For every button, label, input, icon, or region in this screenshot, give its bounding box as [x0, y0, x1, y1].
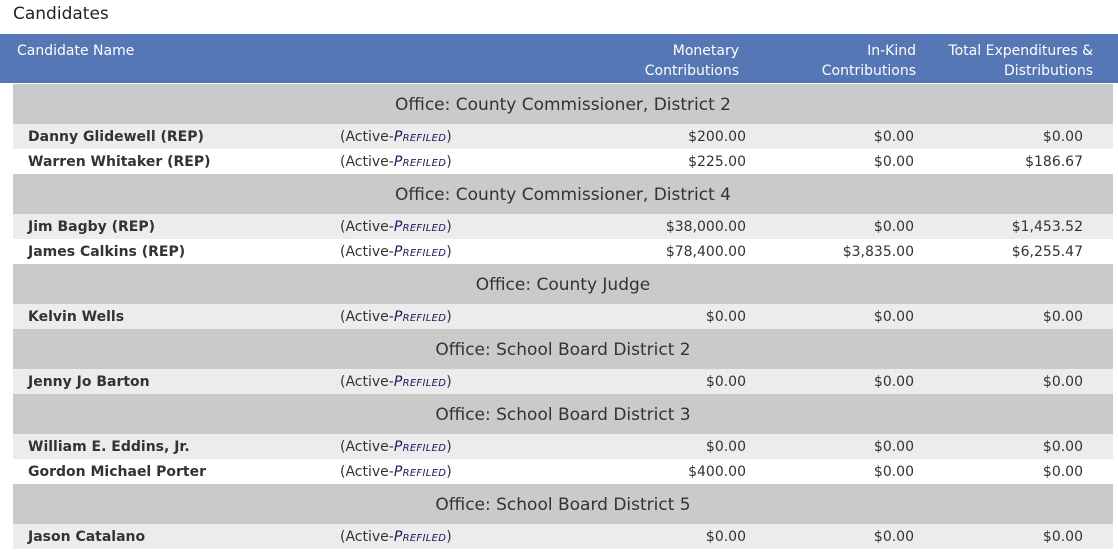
monetary-value: $38,000.00: [665, 219, 746, 235]
status-word: Prefiled: [393, 129, 447, 145]
office-group-header: Office: School Board District 3: [13, 394, 1113, 434]
status-word: Prefiled: [393, 464, 447, 480]
inkind-value: $0.00: [873, 374, 914, 390]
status-word: Prefiled: [393, 309, 447, 325]
status-suffix: ): [446, 529, 452, 545]
status-prefix: (Active-: [340, 439, 394, 455]
table-row: [13, 524, 1113, 549]
total-value: $186.67: [1025, 154, 1083, 170]
status-word: Prefiled: [393, 529, 447, 545]
table-row: [13, 214, 1113, 239]
candidate-name-link[interactable]: Danny Glidewell (REP): [28, 129, 204, 145]
candidate-status: [340, 214, 452, 241]
candidate-name-link[interactable]: Warren Whitaker (REP): [28, 154, 211, 170]
status-prefix: (Active-: [340, 464, 394, 480]
total-value: $0.00: [1042, 439, 1083, 455]
status-word: Prefiled: [393, 154, 447, 170]
status-prefix: (Active-: [340, 244, 394, 260]
monetary-value: $0.00: [705, 374, 746, 390]
status-word: Prefiled: [393, 244, 447, 260]
candidate-status: [340, 124, 452, 151]
status-suffix: ): [446, 129, 452, 145]
monetary-value: $78,400.00: [665, 244, 746, 260]
table-row: [13, 434, 1113, 459]
total-value: $1,453.52: [1011, 219, 1083, 235]
total-value: $0.00: [1042, 529, 1083, 545]
inkind-value: $3,835.00: [842, 244, 914, 260]
total-value: $0.00: [1042, 374, 1083, 390]
total-value: $0.00: [1042, 129, 1083, 145]
candidates-table-body: [13, 84, 1113, 549]
candidate-name-link[interactable]: William E. Eddins, Jr.: [28, 439, 190, 455]
office-group-header: Office: County Judge: [13, 264, 1113, 304]
candidate-status: [340, 459, 452, 486]
header-monetary-line1: Monetary: [672, 43, 739, 59]
candidate-name-link[interactable]: Jim Bagby (REP): [28, 219, 156, 235]
header-total-line1: Total Expenditures &: [948, 43, 1093, 59]
status-suffix: ): [446, 309, 452, 325]
status-suffix: ): [446, 374, 452, 390]
office-group-header: Office: County Commissioner, District 4: [13, 174, 1113, 214]
candidate-status: [340, 524, 452, 551]
inkind-value: $0.00: [873, 439, 914, 455]
header-total-expenditures[interactable]: [948, 41, 1093, 81]
candidate-name-link[interactable]: Jason Catalano: [28, 529, 146, 545]
header-candidate-name[interactable]: Candidate Name: [17, 43, 135, 59]
inkind-value: $0.00: [873, 464, 914, 480]
candidate-name-link[interactable]: Kelvin Wells: [28, 309, 125, 325]
table-header: [0, 34, 1118, 83]
monetary-value: $225.00: [688, 154, 746, 170]
status-prefix: (Active-: [340, 219, 394, 235]
status-word: Prefiled: [393, 374, 447, 390]
candidate-status: [340, 239, 452, 266]
inkind-value: $0.00: [873, 154, 914, 170]
candidate-status: [340, 434, 452, 461]
candidate-status: [340, 149, 452, 176]
table-row: [13, 239, 1113, 264]
table-row: [13, 459, 1113, 484]
table-row: [13, 304, 1113, 329]
header-monetary-contributions[interactable]: [645, 41, 739, 81]
inkind-value: $0.00: [873, 129, 914, 145]
candidate-name-link[interactable]: Gordon Michael Porter: [28, 464, 206, 480]
table-row: [13, 124, 1113, 149]
total-value: $0.00: [1042, 464, 1083, 480]
table-row: [13, 369, 1113, 394]
monetary-value: $0.00: [705, 439, 746, 455]
monetary-value: $200.00: [688, 129, 746, 145]
status-suffix: ): [446, 439, 452, 455]
status-prefix: (Active-: [340, 129, 394, 145]
total-value: $0.00: [1042, 309, 1083, 325]
candidate-name-link[interactable]: James Calkins (REP): [28, 244, 186, 260]
monetary-value: $0.00: [705, 529, 746, 545]
candidate-name-link[interactable]: Jenny Jo Barton: [28, 374, 150, 390]
candidate-status: [340, 304, 452, 331]
status-suffix: ): [446, 244, 452, 260]
office-group-header: Office: School Board District 5: [13, 484, 1113, 524]
header-inkind-contributions[interactable]: [822, 41, 916, 81]
table-row: [13, 149, 1113, 174]
candidate-status: [340, 369, 452, 396]
header-inkind-line2: Contributions: [821, 63, 916, 79]
status-prefix: (Active-: [340, 309, 394, 325]
monetary-value: $0.00: [705, 309, 746, 325]
status-word: Prefiled: [393, 439, 447, 455]
inkind-value: $0.00: [873, 529, 914, 545]
status-prefix: (Active-: [340, 529, 394, 545]
status-suffix: ): [446, 464, 452, 480]
header-monetary-line2: Contributions: [644, 63, 739, 79]
status-suffix: ): [446, 154, 452, 170]
office-group-header: Office: County Commissioner, District 2: [13, 84, 1113, 124]
status-suffix: ): [446, 219, 452, 235]
header-inkind-line1: In-Kind: [867, 43, 916, 59]
inkind-value: $0.00: [873, 309, 914, 325]
monetary-value: $400.00: [688, 464, 746, 480]
inkind-value: $0.00: [873, 219, 914, 235]
header-total-line2: Distributions: [1004, 63, 1093, 79]
page-title: Candidates: [13, 4, 109, 24]
status-prefix: (Active-: [340, 374, 394, 390]
office-group-header: Office: School Board District 2: [13, 329, 1113, 369]
status-word: Prefiled: [393, 219, 447, 235]
total-value: $6,255.47: [1011, 244, 1083, 260]
status-prefix: (Active-: [340, 154, 394, 170]
